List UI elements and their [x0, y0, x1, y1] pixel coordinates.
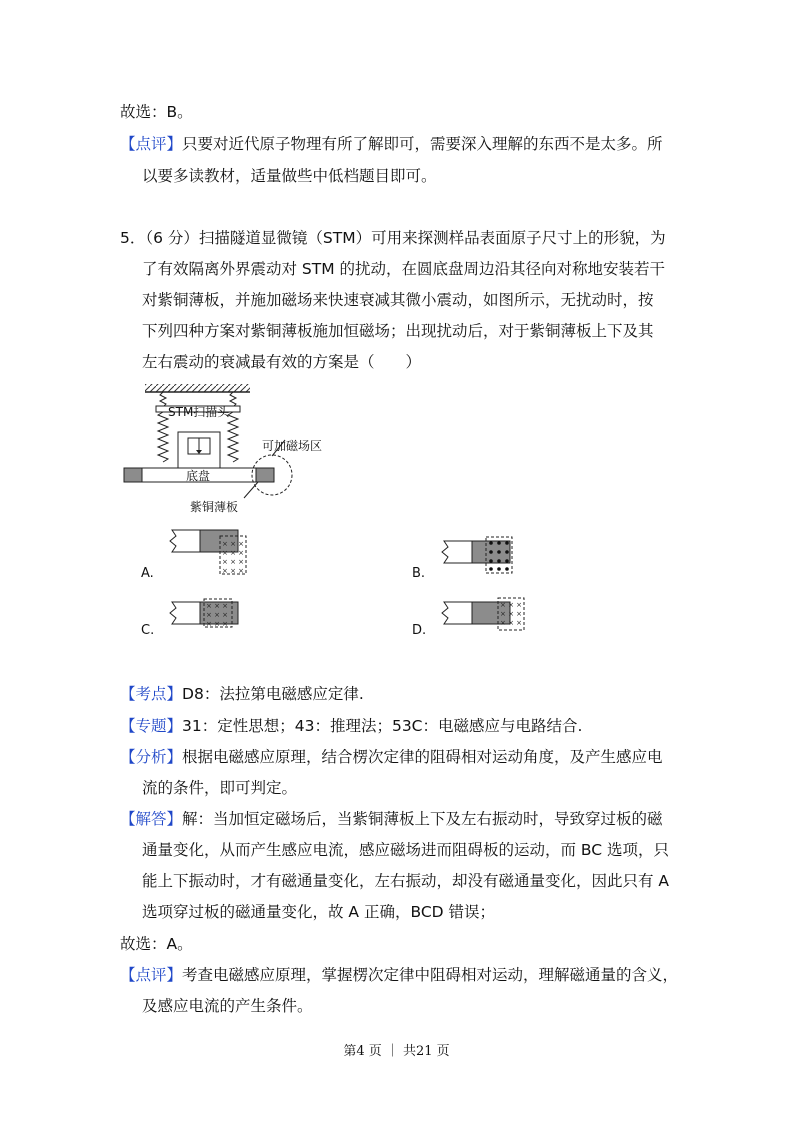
option-b-figure — [440, 535, 525, 577]
dianping-tag: 【点评】 — [120, 966, 183, 984]
option-a-field-marks: × × × — [222, 549, 245, 557]
zhuanti-tag: 【专题】 — [120, 717, 183, 735]
kaodian-line — [120, 684, 364, 704]
question-line: 对紫铜薄板，并施加磁场来快速衰减其微小震动，如图所示，无扰动时，按 — [142, 291, 654, 309]
option-c-field-marks: × × × — [206, 611, 229, 619]
dianping-line — [120, 965, 678, 985]
question-line: 左右震动的衰减最有效的方案是（ ） — [142, 353, 422, 371]
base-label: 底盘 — [186, 469, 211, 483]
jieda-line2: 通量变化，从而产生感应电流，感应磁场进而阻碍板的运动，而 BC 选项，只 — [142, 841, 670, 859]
option-a-figure — [168, 528, 253, 576]
option-d-field-marks: × × × — [500, 610, 523, 618]
kaodian-tag: 【考点】 — [120, 685, 183, 703]
option-a-field-marks: × × × — [222, 558, 245, 566]
stm-figure — [120, 380, 323, 520]
answer-line: 故选：A。 — [120, 935, 193, 953]
plate-label: 紫铜薄板 — [190, 500, 239, 514]
dianping-line2: 及感应电流的产生条件。 — [142, 997, 313, 1015]
review-text: 只要对近代原子物理有所了解即可，需要深入理解的东西不是太多。所 — [182, 135, 663, 153]
zhuanti-line — [120, 716, 582, 736]
question-line: 下列四种方案对紫铜薄板施加恒磁场；出现扰动后，对于紫铜薄板上下及其 — [142, 322, 654, 340]
prev-answer: 故选：B。 — [120, 103, 193, 121]
jieda-line3: 能上下振动时，才有磁通量变化，左右振动，却没有磁通量变化，因此只有 A — [142, 872, 670, 890]
base-plate-left — [124, 468, 142, 482]
stm-label: STM扫描头 — [168, 405, 230, 419]
option-d-base — [442, 602, 472, 624]
jieda-line4: 选项穿过板的磁通量变化，故 A 正确，BCD 错误； — [142, 903, 496, 921]
ceiling-hatch — [145, 384, 250, 392]
page-footer: 第4 页 ｜ 共21 页 — [343, 1044, 450, 1059]
kaodian-text: D8：法拉第电磁感应定律. — [182, 685, 364, 703]
base-plate-right — [256, 468, 274, 482]
plate-pointer — [244, 482, 258, 498]
option-b-label[interactable]: B. — [412, 566, 426, 581]
jieda-line — [120, 809, 663, 829]
option-c-field-marks: × × × — [206, 620, 229, 628]
zhuanti-text: 31：定性思想；43：推理法；53C：电磁感应与电路结合. — [182, 717, 583, 735]
option-a-field-marks: × × × — [222, 567, 245, 575]
option-c-figure — [168, 596, 253, 632]
review-tag: 【点评】 — [120, 135, 183, 153]
jieda-text: 解：当加恒定磁场后，当紫铜薄板上下及左右振动时，导致穿过板的磁 — [182, 810, 663, 828]
fenxi-text: 根据电磁感应原理，结合楞次定律的阻碍相对运动角度，及产生感应电 — [182, 748, 663, 766]
long-spring-right — [228, 412, 238, 462]
option-a-base — [170, 530, 200, 552]
upper-spring-left — [160, 392, 166, 407]
question-line: 5．（6 分）扫描隧道显微镜（STM）可用来探测样品表面原子尺寸上的形貌，为 — [120, 229, 666, 247]
long-spring-left — [158, 412, 168, 462]
dianping-text: 考查电磁感应原理，掌握楞次定律中阻碍相对运动，理解磁通量的含义， — [182, 966, 679, 984]
field-label: 可加磁场区 — [262, 439, 323, 453]
jieda-tag: 【解答】 — [120, 810, 183, 828]
fenxi-line — [120, 747, 663, 767]
option-d-field-marks: × × × — [500, 619, 523, 627]
option-d-field-marks: × × × — [500, 601, 523, 609]
fenxi-line2: 流的条件，即可判定。 — [142, 779, 298, 797]
option-c-field-marks: × × × — [206, 602, 229, 610]
option-d-figure — [440, 596, 530, 632]
option-d-label[interactable]: D. — [412, 623, 427, 638]
upper-spring-right — [230, 392, 236, 407]
option-a-field-marks: × × × — [222, 540, 245, 548]
option-c-label[interactable]: C. — [141, 623, 155, 638]
option-b-base — [442, 541, 472, 563]
question-line: 了有效隔离外界震动对 STM 的扰动，在圆底盘周边沿其径向对称地安装若干 — [142, 260, 666, 278]
option-a-label[interactable]: A. — [141, 566, 154, 581]
fenxi-tag: 【分析】 — [120, 748, 183, 766]
prev-review-line — [120, 134, 663, 154]
prev-review-line2: 以要多读教材，适量做些中低档题目即可。 — [142, 167, 437, 185]
option-c-base — [170, 602, 200, 624]
